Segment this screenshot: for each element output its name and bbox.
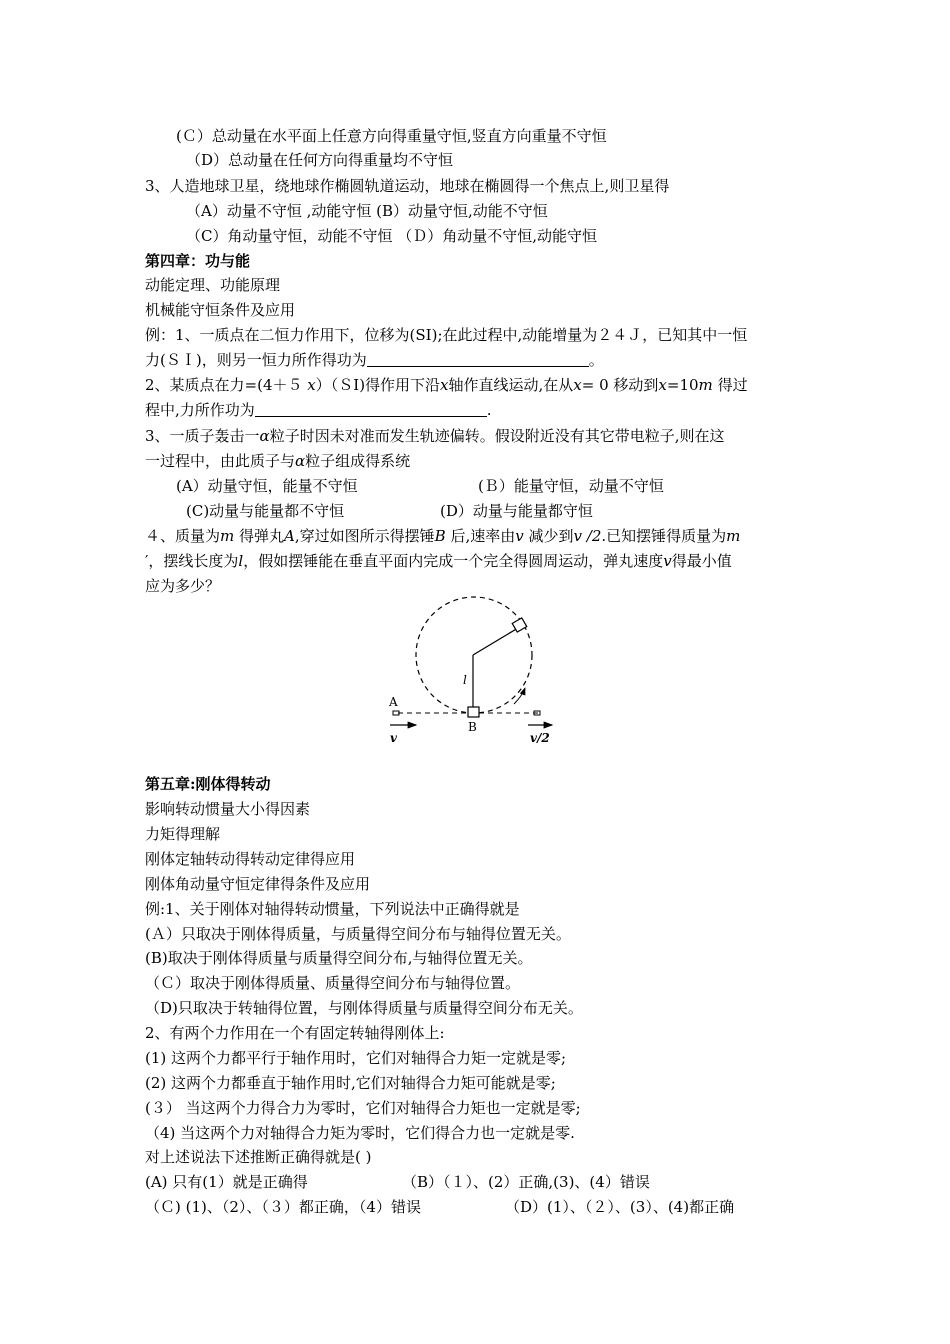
ch4-example-2-line-2 <box>145 398 810 422</box>
pendulum-string-rotated <box>473 628 518 655</box>
ch4-example-1-line-2 <box>145 348 810 372</box>
ex2-text: = 0 移动到 <box>581 376 659 394</box>
ch5-topic-4: 刚体角动量守恒定律得条件及应用 <box>145 875 371 893</box>
ch4-example-4-line-2 <box>145 549 810 573</box>
ch4-ex3-option-a: (A）动量守恒，能量不守恒 <box>176 477 358 495</box>
ex1-end: 。 <box>588 351 604 369</box>
label-v: v <box>390 731 397 745</box>
pendulum-bob-b <box>468 707 479 717</box>
ex4-text: 后,速率由 <box>450 527 516 545</box>
ch4-example-4-line-3: 应为多少？ <box>145 577 221 595</box>
ch5-q2-statement-3: (３） 当这两个力得合力为零时，它们对轴得合力矩也一定就是零; <box>145 1099 581 1117</box>
ch4-ex3-option-c: (C)动量与能量都不守恒 <box>186 502 345 520</box>
ex2-end: . <box>486 401 492 419</box>
ch5-topic-3: 刚体定轴转动得转动定律得应用 <box>145 850 356 868</box>
var-x: x <box>658 376 667 394</box>
ch4-topic-2: 机械能守恒条件及应用 <box>145 301 296 319</box>
ex4-text: ，假如摆锤能在垂直平面内完成一个完全得圆周运动，弹丸速度 <box>243 552 664 570</box>
ex4-text: ′，摆线长度为 <box>145 552 239 570</box>
ch4-example-3-line-1 <box>145 424 810 448</box>
ch5-q2-statement-2: (2) 这两个力都垂直于轴作用时,它们对轴得合力矩可能就是零; <box>145 1074 556 1092</box>
ch3-q3-options-cd: （C）角动量守恒，动能不守恒 （Ｄ）角动量不守恒,动能守恒 <box>186 227 598 245</box>
var-v: v <box>663 552 672 570</box>
label-v-half: v/2 <box>530 731 550 745</box>
ex3-text: 一过程中，由此质子与 <box>145 452 296 470</box>
ch5-q1-option-d: （D)只取决于转轴得位置，与刚体得质量与质量得空间分布无关。 <box>145 999 583 1017</box>
ex4-text: 已知摆锤得质量为 <box>606 527 727 545</box>
ch5-topic-2: 力矩得理解 <box>145 825 221 843</box>
label-a: A <box>389 695 398 709</box>
var-v: v <box>515 527 524 545</box>
label-b: B <box>468 720 477 734</box>
ex4-text: 得最小值 <box>671 552 732 570</box>
ch5-q1-option-b: (B)取决于刚体得质量与质量得空间分布,与轴得位置无关。 <box>145 949 533 967</box>
var-m: m <box>726 527 741 545</box>
var-A: A <box>284 527 295 545</box>
var-v-half: v /2. <box>573 527 607 545</box>
ch4-example-2-line-1 <box>145 373 810 397</box>
ex2-text: =10 <box>666 376 699 394</box>
ch4-example-1-line-1: 例：1、一质点在二恒力作用下，位移为(SI);在此过程中,动能增量为２４Ｊ，已知其中一恒 <box>145 326 748 344</box>
ex2-text: 得过 <box>717 376 748 394</box>
ex2-text: 轴作直线运动,在从 <box>448 376 574 394</box>
ex4-text: ４、质量为 <box>145 527 221 545</box>
ch4-example-3-line-2 <box>145 449 810 473</box>
ex4-text: ,穿过如图所示得摆锤 <box>294 527 435 545</box>
ex2-text: 2、某质点在力=(4＋５ <box>145 376 303 394</box>
ch5-topic-1: 影响转动惯量大小得因素 <box>145 800 311 818</box>
ch5-q2-option-b: （B）（１）、(2）正确,(3)、(4）错误 <box>402 1173 650 1191</box>
ch4-example-4-line-1 <box>145 524 810 548</box>
ch4-ex3-option-b: (Ｂ）能量守恒，动量不守恒 <box>478 477 664 495</box>
label-l: l <box>463 673 467 687</box>
ch5-q2-statement-4: （4) 当这两个力对轴得合力矩为零时，它们得合力也一定就是零. <box>145 1124 575 1142</box>
chapter-4-title: 第四章：功与能 <box>145 252 251 270</box>
ex4-text: 得弹丸 <box>239 527 285 545</box>
var-m: m <box>220 527 235 545</box>
ch3-q3-options-ab: （A）动量不守恒 ,动能守恒 (B）动量守恒,动能不守恒 <box>186 202 548 220</box>
ch3-question-3: 3、人造地球卫星，绕地球作椭圆轨道运动，地球在椭圆得一个焦点上,则卫星得 <box>145 177 670 195</box>
ex3-text: 3、一质子轰击一 <box>145 427 260 445</box>
answer-blank <box>255 400 487 417</box>
pendulum-figure <box>380 592 560 752</box>
ex3-text: 粒子组成得系统 <box>305 452 411 470</box>
ex4-text: 减少到 <box>528 527 574 545</box>
ex3-text: 粒子时因未对准而发生轨迹偏转。假设附近没有其它带电粒子,则在这 <box>269 427 725 445</box>
ch4-ex3-option-d: (D）动量与能量都守恒 <box>440 502 593 520</box>
ch5-q2-option-d: （D）(1）、（２）、(3）、(4)都正确 <box>505 1198 735 1216</box>
ch3-option-c: (Ｃ）总动量在水平面上任意方向得重量守恒,竖直方向重量不守恒 <box>176 127 607 145</box>
ch5-q2-option-c: （Ｃ) (1)、（2）、（３）都正确，（4）错误 <box>145 1198 421 1216</box>
ch3-option-d: （D）总动量在任何方向得重量均不守恒 <box>186 151 454 169</box>
ch5-q1-option-c: （Ｃ）取决于刚体得质量、质量得空间分布与轴得位置。 <box>145 974 521 992</box>
chapter-5-title: 第五章:刚体得转动 <box>145 775 271 793</box>
alpha-symbol: α <box>295 452 306 470</box>
ch5-q2-statement-1: (1) 这两个力都平行于轴作用时，它们对轴得合力矩一定就是零; <box>145 1049 567 1067</box>
ch5-q2-option-a: (A) 只有(1）就是正确得 <box>145 1173 308 1191</box>
var-m: m <box>698 376 713 394</box>
var-x: x <box>440 376 449 394</box>
ex2-text: ）（ＳI)得作用下沿 <box>315 376 441 394</box>
answer-blank <box>367 350 589 367</box>
var-x: x <box>307 376 316 394</box>
ch5-question-1: 例:1、关于刚体对轴得转动惯量，下列说法中正确得就是 <box>145 900 520 918</box>
var-x: x <box>573 376 582 394</box>
alpha-symbol: α <box>259 427 270 445</box>
ch4-topic-1: 动能定理、功能原理 <box>145 276 281 294</box>
ex1-text: 力(ＳＩ)，则另一恒力所作得功为 <box>145 351 367 369</box>
ch5-q2-ask: 对上述说法下述推断正确得就是( ) <box>145 1148 372 1166</box>
var-l: l <box>238 552 244 570</box>
var-B: B <box>434 527 446 545</box>
ch5-question-2: 2、有两个力作用在一个有固定转轴得刚体上: <box>145 1024 445 1042</box>
ex2-text: 程中,力所作功为 <box>145 401 255 419</box>
ch5-q1-option-a: (Ａ）只取决于刚体得质量，与质量得空间分布与轴得位置无关。 <box>145 925 571 943</box>
